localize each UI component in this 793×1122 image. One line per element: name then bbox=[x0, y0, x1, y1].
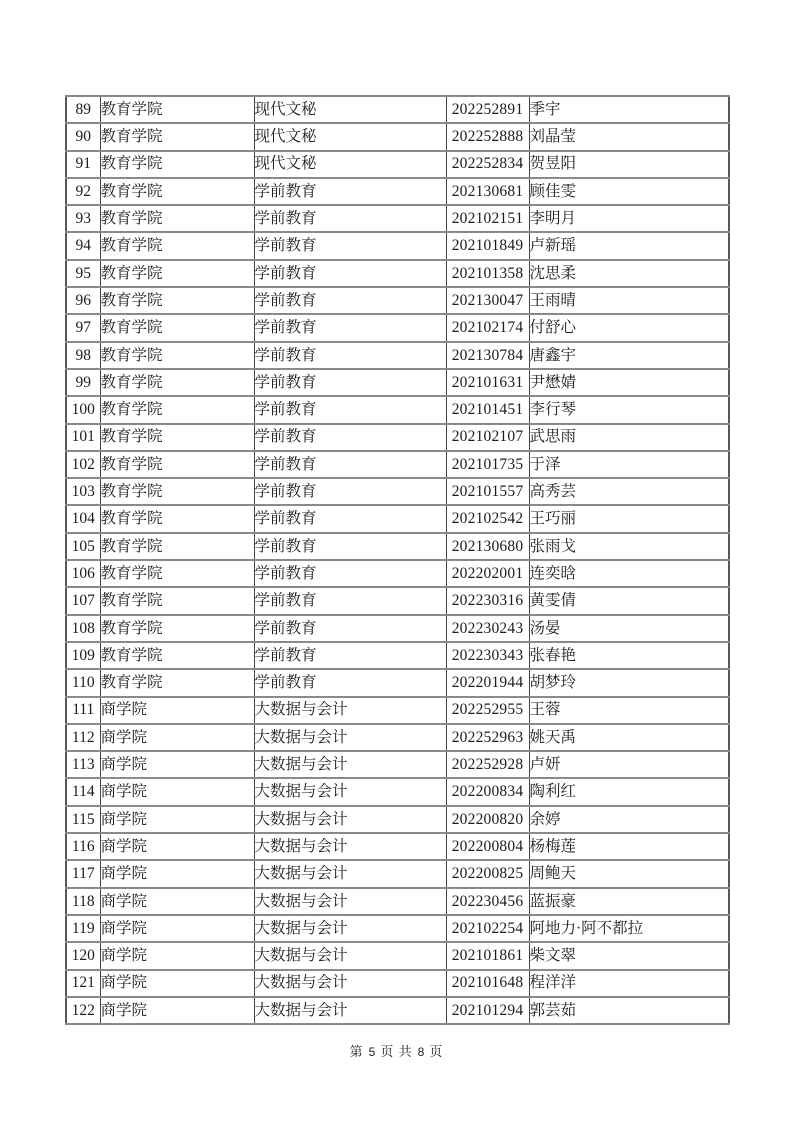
cell-row-number: 121 bbox=[66, 970, 100, 997]
table-row bbox=[66, 260, 729, 287]
cell-student-id: 202101557 bbox=[446, 478, 529, 505]
cell-major: 大数据与会计 bbox=[254, 806, 446, 833]
cell-major: 学前教育 bbox=[254, 232, 446, 259]
table-row bbox=[66, 96, 729, 123]
cell-college: 商学院 bbox=[100, 860, 254, 887]
cell-name: 连奕晗 bbox=[529, 560, 729, 587]
cell-name: 余婷 bbox=[529, 806, 729, 833]
cell-college: 教育学院 bbox=[100, 424, 254, 451]
cell-major: 现代文秘 bbox=[254, 123, 446, 150]
cell-row-number: 114 bbox=[66, 778, 100, 805]
table-row bbox=[66, 806, 729, 833]
table-row bbox=[66, 232, 729, 259]
cell-name: 柴文翠 bbox=[529, 942, 729, 969]
cell-row-number: 91 bbox=[66, 151, 100, 178]
footer-middle: 页 共 bbox=[380, 1044, 413, 1059]
cell-college: 教育学院 bbox=[100, 478, 254, 505]
cell-college: 商学院 bbox=[100, 970, 254, 997]
table-row bbox=[66, 697, 729, 724]
table-row bbox=[66, 615, 729, 642]
table-row bbox=[66, 860, 729, 887]
cell-college: 商学院 bbox=[100, 778, 254, 805]
table-row bbox=[66, 915, 729, 942]
cell-major: 大数据与会计 bbox=[254, 860, 446, 887]
table-row bbox=[66, 123, 729, 150]
cell-college: 教育学院 bbox=[100, 669, 254, 696]
cell-student-id: 202200825 bbox=[446, 860, 529, 887]
cell-row-number: 104 bbox=[66, 505, 100, 532]
cell-student-id: 202130681 bbox=[446, 178, 529, 205]
cell-major: 大数据与会计 bbox=[254, 751, 446, 778]
cell-college: 教育学院 bbox=[100, 560, 254, 587]
cell-college: 商学院 bbox=[100, 806, 254, 833]
cell-college: 教育学院 bbox=[100, 587, 254, 614]
cell-major: 大数据与会计 bbox=[254, 915, 446, 942]
table-row bbox=[66, 997, 729, 1024]
cell-major: 学前教育 bbox=[254, 314, 446, 341]
table-row bbox=[66, 942, 729, 969]
cell-row-number: 101 bbox=[66, 424, 100, 451]
table-row bbox=[66, 451, 729, 478]
cell-name: 王蓉 bbox=[529, 697, 729, 724]
cell-college: 教育学院 bbox=[100, 151, 254, 178]
cell-row-number: 117 bbox=[66, 860, 100, 887]
cell-row-number: 118 bbox=[66, 888, 100, 915]
footer-suffix: 页 bbox=[429, 1044, 444, 1059]
cell-name: 李明月 bbox=[529, 205, 729, 232]
cell-student-id: 202230316 bbox=[446, 587, 529, 614]
cell-college: 教育学院 bbox=[100, 96, 254, 123]
cell-name: 杨梅莲 bbox=[529, 833, 729, 860]
cell-college: 教育学院 bbox=[100, 369, 254, 396]
cell-name: 武思雨 bbox=[529, 424, 729, 451]
cell-major: 大数据与会计 bbox=[254, 997, 446, 1024]
cell-major: 学前教育 bbox=[254, 505, 446, 532]
cell-student-id: 202200804 bbox=[446, 833, 529, 860]
cell-college: 商学院 bbox=[100, 833, 254, 860]
table-row bbox=[66, 724, 729, 751]
cell-college: 商学院 bbox=[100, 751, 254, 778]
cell-student-id: 202202001 bbox=[446, 560, 529, 587]
cell-name: 黄雯倩 bbox=[529, 587, 729, 614]
cell-name: 阿地力·阿不都拉 bbox=[529, 915, 729, 942]
cell-name: 季宇 bbox=[529, 96, 729, 123]
cell-college: 教育学院 bbox=[100, 314, 254, 341]
cell-student-id: 202102107 bbox=[446, 424, 529, 451]
cell-name: 于泽 bbox=[529, 451, 729, 478]
cell-major: 学前教育 bbox=[254, 205, 446, 232]
cell-row-number: 98 bbox=[66, 342, 100, 369]
cell-name: 郭芸茹 bbox=[529, 997, 729, 1024]
cell-college: 教育学院 bbox=[100, 178, 254, 205]
cell-name: 刘晶莹 bbox=[529, 123, 729, 150]
cell-row-number: 108 bbox=[66, 615, 100, 642]
table-row bbox=[66, 833, 729, 860]
cell-name: 汤晏 bbox=[529, 615, 729, 642]
table-row bbox=[66, 888, 729, 915]
total-pages-number: 8 bbox=[417, 1045, 425, 1059]
cell-college: 商学院 bbox=[100, 888, 254, 915]
cell-student-id: 202252888 bbox=[446, 123, 529, 150]
cell-student-id: 202230343 bbox=[446, 642, 529, 669]
cell-student-id: 202101849 bbox=[446, 232, 529, 259]
cell-major: 现代文秘 bbox=[254, 151, 446, 178]
cell-student-id: 202101735 bbox=[446, 451, 529, 478]
cell-row-number: 120 bbox=[66, 942, 100, 969]
student-roster-table bbox=[65, 95, 730, 1025]
cell-college: 教育学院 bbox=[100, 342, 254, 369]
cell-row-number: 116 bbox=[66, 833, 100, 860]
table-row bbox=[66, 970, 729, 997]
cell-student-id: 202101294 bbox=[446, 997, 529, 1024]
table-row bbox=[66, 505, 729, 532]
cell-college: 教育学院 bbox=[100, 232, 254, 259]
cell-name: 陶利红 bbox=[529, 778, 729, 805]
cell-college: 商学院 bbox=[100, 915, 254, 942]
cell-student-id: 202101451 bbox=[446, 396, 529, 423]
cell-row-number: 100 bbox=[66, 396, 100, 423]
cell-name: 付舒心 bbox=[529, 314, 729, 341]
cell-name: 卢新瑶 bbox=[529, 232, 729, 259]
cell-student-id: 202102254 bbox=[446, 915, 529, 942]
cell-row-number: 99 bbox=[66, 369, 100, 396]
cell-name: 姚天禹 bbox=[529, 724, 729, 751]
cell-major: 学前教育 bbox=[254, 533, 446, 560]
cell-row-number: 107 bbox=[66, 587, 100, 614]
table-row bbox=[66, 178, 729, 205]
cell-major: 学前教育 bbox=[254, 342, 446, 369]
cell-major: 大数据与会计 bbox=[254, 778, 446, 805]
cell-student-id: 202200834 bbox=[446, 778, 529, 805]
cell-student-id: 202252834 bbox=[446, 151, 529, 178]
table-row bbox=[66, 314, 729, 341]
cell-name: 程洋洋 bbox=[529, 970, 729, 997]
cell-name: 唐鑫宇 bbox=[529, 342, 729, 369]
cell-major: 大数据与会计 bbox=[254, 833, 446, 860]
cell-row-number: 119 bbox=[66, 915, 100, 942]
table-row bbox=[66, 751, 729, 778]
cell-row-number: 92 bbox=[66, 178, 100, 205]
cell-student-id: 202102174 bbox=[446, 314, 529, 341]
cell-major: 学前教育 bbox=[254, 287, 446, 314]
cell-student-id: 202230243 bbox=[446, 615, 529, 642]
cell-row-number: 96 bbox=[66, 287, 100, 314]
table-row bbox=[66, 642, 729, 669]
cell-name: 张春艳 bbox=[529, 642, 729, 669]
cell-student-id: 202252891 bbox=[446, 96, 529, 123]
cell-college: 教育学院 bbox=[100, 533, 254, 560]
cell-name: 沈思柔 bbox=[529, 260, 729, 287]
cell-major: 大数据与会计 bbox=[254, 942, 446, 969]
cell-college: 教育学院 bbox=[100, 287, 254, 314]
cell-major: 学前教育 bbox=[254, 451, 446, 478]
table-row bbox=[66, 287, 729, 314]
cell-student-id: 202101358 bbox=[446, 260, 529, 287]
cell-college: 教育学院 bbox=[100, 451, 254, 478]
cell-name: 卢妍 bbox=[529, 751, 729, 778]
cell-college: 教育学院 bbox=[100, 260, 254, 287]
cell-row-number: 111 bbox=[66, 697, 100, 724]
table-row bbox=[66, 778, 729, 805]
table-row bbox=[66, 560, 729, 587]
cell-college: 教育学院 bbox=[100, 396, 254, 423]
cell-student-id: 202102151 bbox=[446, 205, 529, 232]
cell-row-number: 113 bbox=[66, 751, 100, 778]
cell-name: 高秀芸 bbox=[529, 478, 729, 505]
cell-name: 王雨晴 bbox=[529, 287, 729, 314]
table-row bbox=[66, 369, 729, 396]
cell-row-number: 94 bbox=[66, 232, 100, 259]
cell-student-id: 202252963 bbox=[446, 724, 529, 751]
cell-name: 贺昱阳 bbox=[529, 151, 729, 178]
cell-name: 顾佳雯 bbox=[529, 178, 729, 205]
cell-name: 张雨戈 bbox=[529, 533, 729, 560]
table-row bbox=[66, 396, 729, 423]
cell-student-id: 202200820 bbox=[446, 806, 529, 833]
cell-college: 商学院 bbox=[100, 942, 254, 969]
cell-major: 学前教育 bbox=[254, 587, 446, 614]
table-row bbox=[66, 669, 729, 696]
cell-name: 李行琴 bbox=[529, 396, 729, 423]
cell-college: 教育学院 bbox=[100, 505, 254, 532]
cell-student-id: 202201944 bbox=[446, 669, 529, 696]
cell-student-id: 202130047 bbox=[446, 287, 529, 314]
table-row bbox=[66, 533, 729, 560]
cell-student-id: 202101648 bbox=[446, 970, 529, 997]
cell-college: 商学院 bbox=[100, 724, 254, 751]
cell-row-number: 110 bbox=[66, 669, 100, 696]
cell-row-number: 122 bbox=[66, 997, 100, 1024]
cell-major: 大数据与会计 bbox=[254, 697, 446, 724]
cell-major: 大数据与会计 bbox=[254, 970, 446, 997]
cell-row-number: 112 bbox=[66, 724, 100, 751]
cell-row-number: 106 bbox=[66, 560, 100, 587]
cell-major: 学前教育 bbox=[254, 260, 446, 287]
cell-college: 教育学院 bbox=[100, 123, 254, 150]
cell-name: 蓝振豪 bbox=[529, 888, 729, 915]
cell-college: 商学院 bbox=[100, 697, 254, 724]
cell-student-id: 202252928 bbox=[446, 751, 529, 778]
cell-major: 学前教育 bbox=[254, 615, 446, 642]
cell-major: 大数据与会计 bbox=[254, 888, 446, 915]
cell-student-id: 202130680 bbox=[446, 533, 529, 560]
cell-major: 学前教育 bbox=[254, 396, 446, 423]
cell-student-id: 202101631 bbox=[446, 369, 529, 396]
cell-row-number: 103 bbox=[66, 478, 100, 505]
cell-major: 学前教育 bbox=[254, 178, 446, 205]
cell-row-number: 102 bbox=[66, 451, 100, 478]
cell-row-number: 90 bbox=[66, 123, 100, 150]
cell-major: 学前教育 bbox=[254, 369, 446, 396]
cell-college: 商学院 bbox=[100, 997, 254, 1024]
cell-name: 胡梦玲 bbox=[529, 669, 729, 696]
table-body bbox=[66, 96, 729, 1024]
cell-student-id: 202102542 bbox=[446, 505, 529, 532]
page-footer bbox=[0, 1041, 793, 1060]
cell-college: 教育学院 bbox=[100, 615, 254, 642]
table-row bbox=[66, 587, 729, 614]
cell-row-number: 115 bbox=[66, 806, 100, 833]
cell-student-id: 202252955 bbox=[446, 697, 529, 724]
cell-name: 尹懋婧 bbox=[529, 369, 729, 396]
cell-student-id: 202101861 bbox=[446, 942, 529, 969]
cell-row-number: 97 bbox=[66, 314, 100, 341]
table-row bbox=[66, 205, 729, 232]
cell-major: 学前教育 bbox=[254, 642, 446, 669]
cell-college: 教育学院 bbox=[100, 642, 254, 669]
cell-student-id: 202130784 bbox=[446, 342, 529, 369]
cell-row-number: 105 bbox=[66, 533, 100, 560]
cell-student-id: 202230456 bbox=[446, 888, 529, 915]
cell-major: 学前教育 bbox=[254, 478, 446, 505]
current-page-number: 5 bbox=[368, 1045, 376, 1059]
cell-major: 学前教育 bbox=[254, 669, 446, 696]
table-row bbox=[66, 151, 729, 178]
table-row bbox=[66, 478, 729, 505]
cell-major: 学前教育 bbox=[254, 560, 446, 587]
cell-row-number: 109 bbox=[66, 642, 100, 669]
cell-college: 教育学院 bbox=[100, 205, 254, 232]
table-row bbox=[66, 424, 729, 451]
table-row bbox=[66, 342, 729, 369]
cell-row-number: 95 bbox=[66, 260, 100, 287]
cell-major: 现代文秘 bbox=[254, 96, 446, 123]
cell-row-number: 93 bbox=[66, 205, 100, 232]
footer-prefix: 第 bbox=[349, 1044, 364, 1059]
cell-name: 周鲍天 bbox=[529, 860, 729, 887]
cell-major: 大数据与会计 bbox=[254, 724, 446, 751]
cell-row-number: 89 bbox=[66, 96, 100, 123]
cell-name: 王巧丽 bbox=[529, 505, 729, 532]
cell-major: 学前教育 bbox=[254, 424, 446, 451]
